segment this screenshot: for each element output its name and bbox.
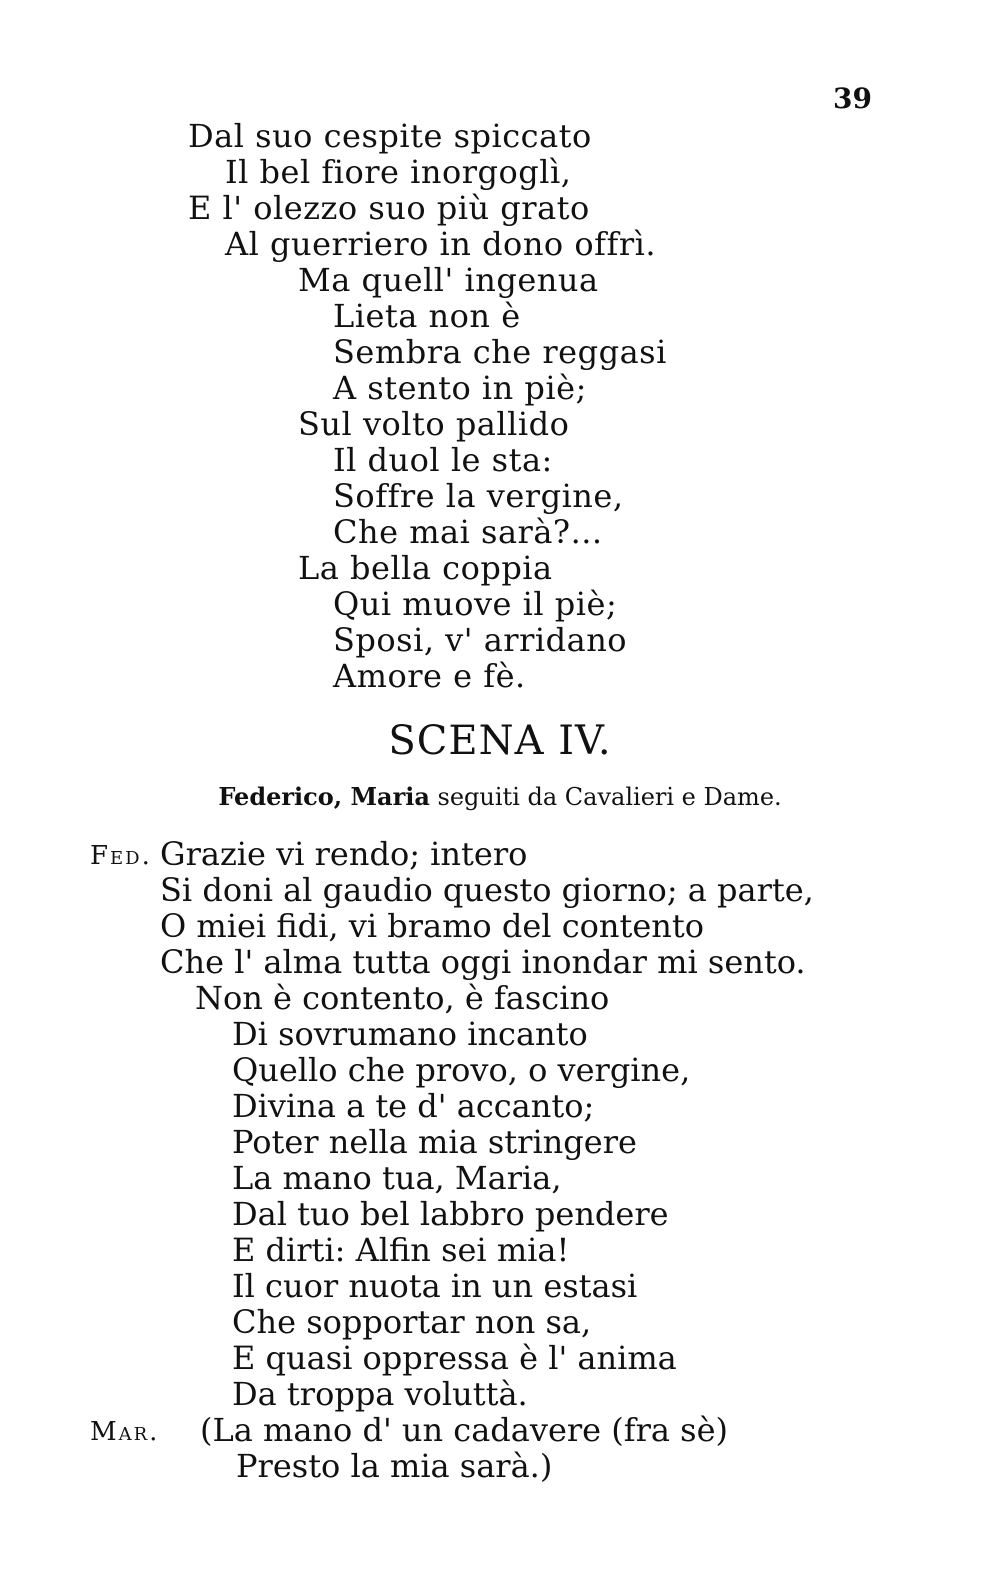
scene-title: SCENA IV. — [388, 718, 612, 764]
verse-line: Il duol le sta: — [333, 441, 553, 479]
dialogue-line: Di sovrumano incanto — [232, 1015, 588, 1053]
dialogue-line: Divina a te d' accanto; — [232, 1087, 595, 1125]
dialogue-line: E dirti: Alfin sei mia! — [232, 1231, 570, 1269]
dialogue-line: Non è contento, è fascino — [195, 979, 610, 1017]
verse-line: Il bel fiore inorgoglì, — [225, 153, 572, 191]
dialogue-line: Poter nella mia stringere — [232, 1123, 637, 1161]
stage-direction-text: seguiti da Cavalieri e Dame. — [429, 783, 782, 811]
verse-line: Amore e fè. — [333, 657, 526, 695]
dialogue-line: O miei fidi, vi bramo del contento — [160, 907, 705, 945]
dialogue-line: Che l' alma tutta oggi inondar mi sento. — [160, 943, 806, 981]
dialogue-line: E quasi oppressa è l' anima — [232, 1339, 677, 1377]
page-number: 39 — [833, 82, 872, 115]
verse-line: La bella coppia — [298, 549, 553, 587]
dialogue-line: Si doni al gaudio questo giorno; a parte, — [160, 871, 814, 909]
dialogue — [0, 836, 814, 1484]
dialogue-line: Da troppa voluttà. — [232, 1375, 528, 1413]
verse-line: Dal suo cespite spiccato — [188, 117, 592, 155]
speaker-name: Fed. — [90, 841, 152, 871]
verse-line: Soffre la vergine, — [333, 477, 624, 515]
verse-line: Qui muove il piè; — [333, 585, 618, 623]
dialogue-line: La mano tua, Maria, — [232, 1159, 562, 1197]
verse-line: Sembra che reggasi — [333, 333, 667, 371]
stage-direction — [0, 782, 1000, 811]
verse-line: Che mai sarà?... — [333, 513, 603, 551]
dialogue-line: Presto la mia sarà.) — [236, 1447, 553, 1485]
dialogue-line: Che sopportar non sa, — [232, 1303, 592, 1341]
verse-line: A stento in piè; — [333, 369, 587, 407]
dialogue-line: Grazie vi rendo; intero — [160, 835, 528, 873]
verse-line: Ma quell' ingenua — [298, 261, 599, 299]
dialogue-line: Quello che provo, o vergine, — [232, 1051, 691, 1089]
verse-line: Sposi, v' arridano — [333, 621, 628, 659]
verse-line: Sul volto pallido — [298, 405, 570, 443]
verse-line: Lieta non è — [333, 297, 521, 335]
stage-direction-characters: Federico, Maria — [218, 782, 430, 811]
verse-line: E l' olezzo suo più grato — [188, 189, 590, 227]
dialogue-line: Dal tuo bel labbro pendere — [232, 1195, 669, 1233]
speaker-name: Mar. — [90, 1417, 160, 1447]
dialogue-line: Il cuor nuota in un estasi — [232, 1267, 638, 1305]
opening-verses — [0, 118, 667, 694]
dialogue-line: (La mano d' un cadavere (fra sè) — [200, 1411, 728, 1449]
verse-line: Al guerriero in dono offrì. — [225, 225, 657, 263]
